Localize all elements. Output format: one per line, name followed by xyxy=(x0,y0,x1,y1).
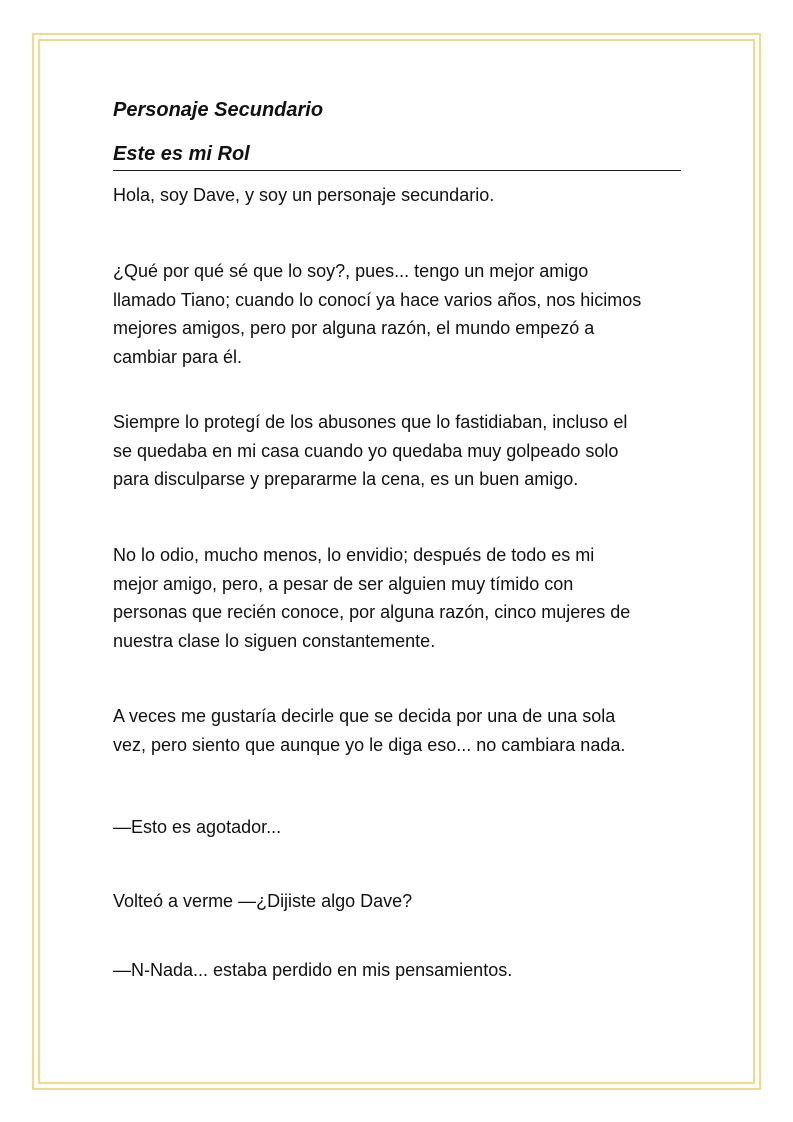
document-subheading: Este es mi Rol xyxy=(113,143,250,165)
paragraph-1: Hola, soy Dave, y soy un personaje secundario. xyxy=(113,185,495,205)
paragraph-5: A veces me gustaría decirle que se decida por una de una sola vez, pero siento que aunque yo le diga eso... no cambiara nada. xyxy=(113,706,626,755)
paragraph-4: No lo odio, mucho menos, lo envidio; después de todo es mi mejor amigo, pero, a pesar de ser alguien muy tímido con personas que recién conoce, por alguna razón, cinco mujeres de nuestra clase lo siguen constantemente. xyxy=(113,545,631,651)
paragraph-2: ¿Qué por qué sé que lo soy?, pues... tengo un mejor amigo llamado Tiano; cuando lo conocí ya hace varios años, nos hicimos mejores amigos, pero por alguna razón, el mundo empezó a cambiar para él. xyxy=(113,261,642,367)
paragraph-3: Siempre lo protegí de los abusones que lo fastidiaban, incluso el se quedaba en mi casa cuando yo quedaba muy golpeado solo para disculparse y prepararme la cena, es un buen amigo. xyxy=(113,412,628,489)
paragraph-7: Volteó a verme —¿Dijiste algo Dave? xyxy=(113,891,413,911)
document-heading: Personaje Secundario xyxy=(113,99,324,121)
paragraph-8: —N-Nada... estaba perdido en mis pensamientos. xyxy=(113,960,513,980)
heading-underline xyxy=(113,170,681,171)
paragraph-6: —Esto es agotador... xyxy=(113,817,282,837)
